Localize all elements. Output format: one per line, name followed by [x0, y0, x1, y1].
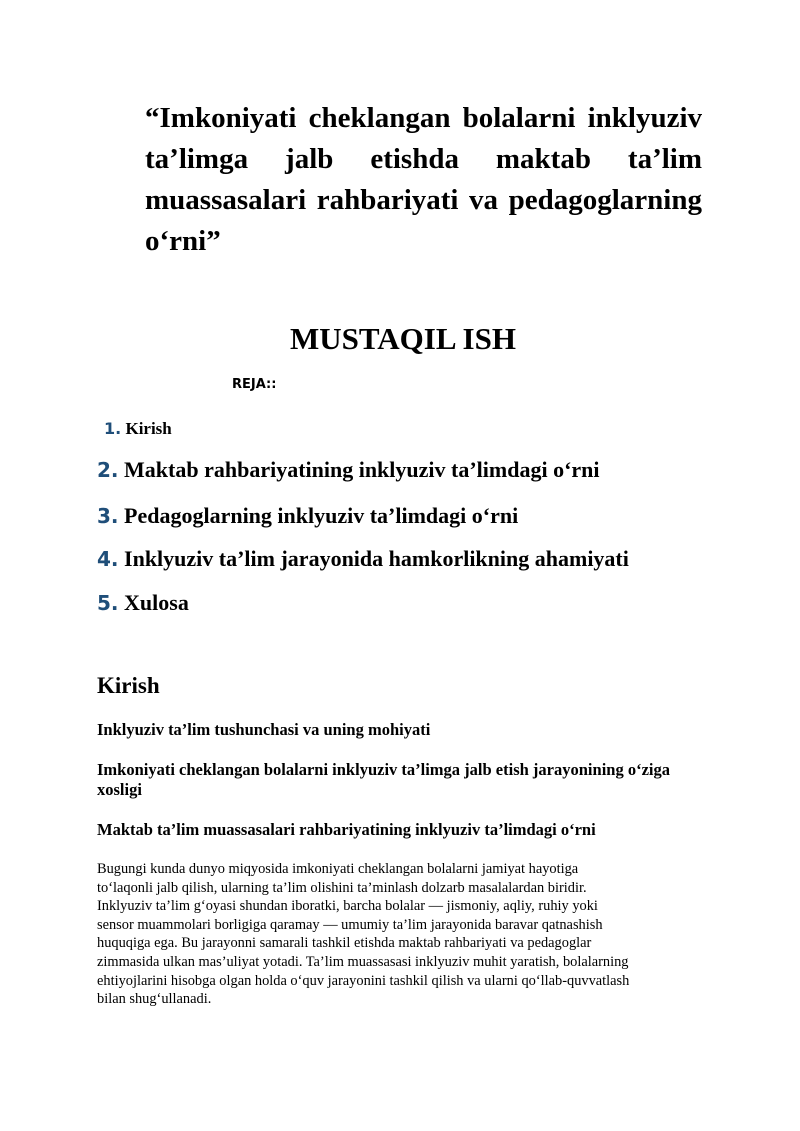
plan-item-number: 2. — [97, 458, 119, 482]
document-subtitle — [0, 319, 800, 359]
intro-paragraph: Bugungi kunda dunyo miqyosida imkoniyati cheklangan bolalarni jamiyat hayotiga to‘laqonli jalb qilish, ularning ta’lim olishini ta’minlash dolzarb masalalardan biridir. Inklyuziv ta’lim g‘oyasi shundan iboratki, barcha bolalar — jismoniy, aqliy, ruhiy yoki sensor muammolari borligiga qaramay — umumiy ta’lim jarayonida baravar qatnashish huquqiga ega. Bu jarayonni samarali tashkil etishda maktab rahbariyati va pedagoglar zimmasida ulkan mas’uliyat yotadi. Ta’lim muassasasi inklyuziv muhit yaratish, bolalarning ehtiyojlarini hisobga olgan holda o‘quv jarayonini tashkil qilish va ularni qo‘llab-quvvatlash bilan shug‘ullanadi. — [97, 861, 630, 1008]
plan-item — [97, 546, 629, 572]
plan-item — [97, 590, 189, 616]
plan-item — [104, 419, 172, 439]
plan-item — [97, 457, 600, 483]
plan-label: REJA:: — [232, 377, 277, 392]
plan-item — [97, 503, 518, 529]
section-heading-kirish: Kirish — [97, 673, 160, 698]
plan-item-text: Inklyuziv ta’lim jarayonida hamkorlikning ahamiyati — [124, 546, 629, 571]
plan-item-number: 5. — [97, 591, 119, 615]
plan-item-number: 1. — [104, 419, 122, 438]
plan-item-text: Kirish — [125, 419, 172, 438]
plan-item-number: 4. — [97, 547, 119, 571]
document-title: “Imkoniyati cheklangan bolalarni inklyuziv ta’limga jalb etishda maktab ta’lim muassasalari rahbariyati va pedagoglarning o‘rni” — [145, 102, 702, 257]
plan-item-text: Xulosa — [124, 590, 189, 615]
plan-item-text: Pedagoglarning inklyuziv ta’limdagi o‘rni — [124, 503, 519, 528]
plan-item-text: Maktab rahbariyatining inklyuziv ta’limdagi o‘rni — [124, 457, 600, 482]
subheading: Maktab ta’lim muassasalari rahbariyatining inklyuziv ta’limdagi o‘rni — [97, 820, 596, 839]
document-subtitle-text: MUSTAQIL ISH — [290, 321, 516, 356]
subheading: Inklyuziv ta’lim tushunchasi va uning mohiyati — [97, 720, 431, 739]
plan-item-number: 3. — [97, 504, 119, 528]
subheading: Imkoniyati cheklangan bolalarni inklyuziv ta’limga jalb etish jarayonining o‘ziga xosligi — [97, 760, 670, 799]
